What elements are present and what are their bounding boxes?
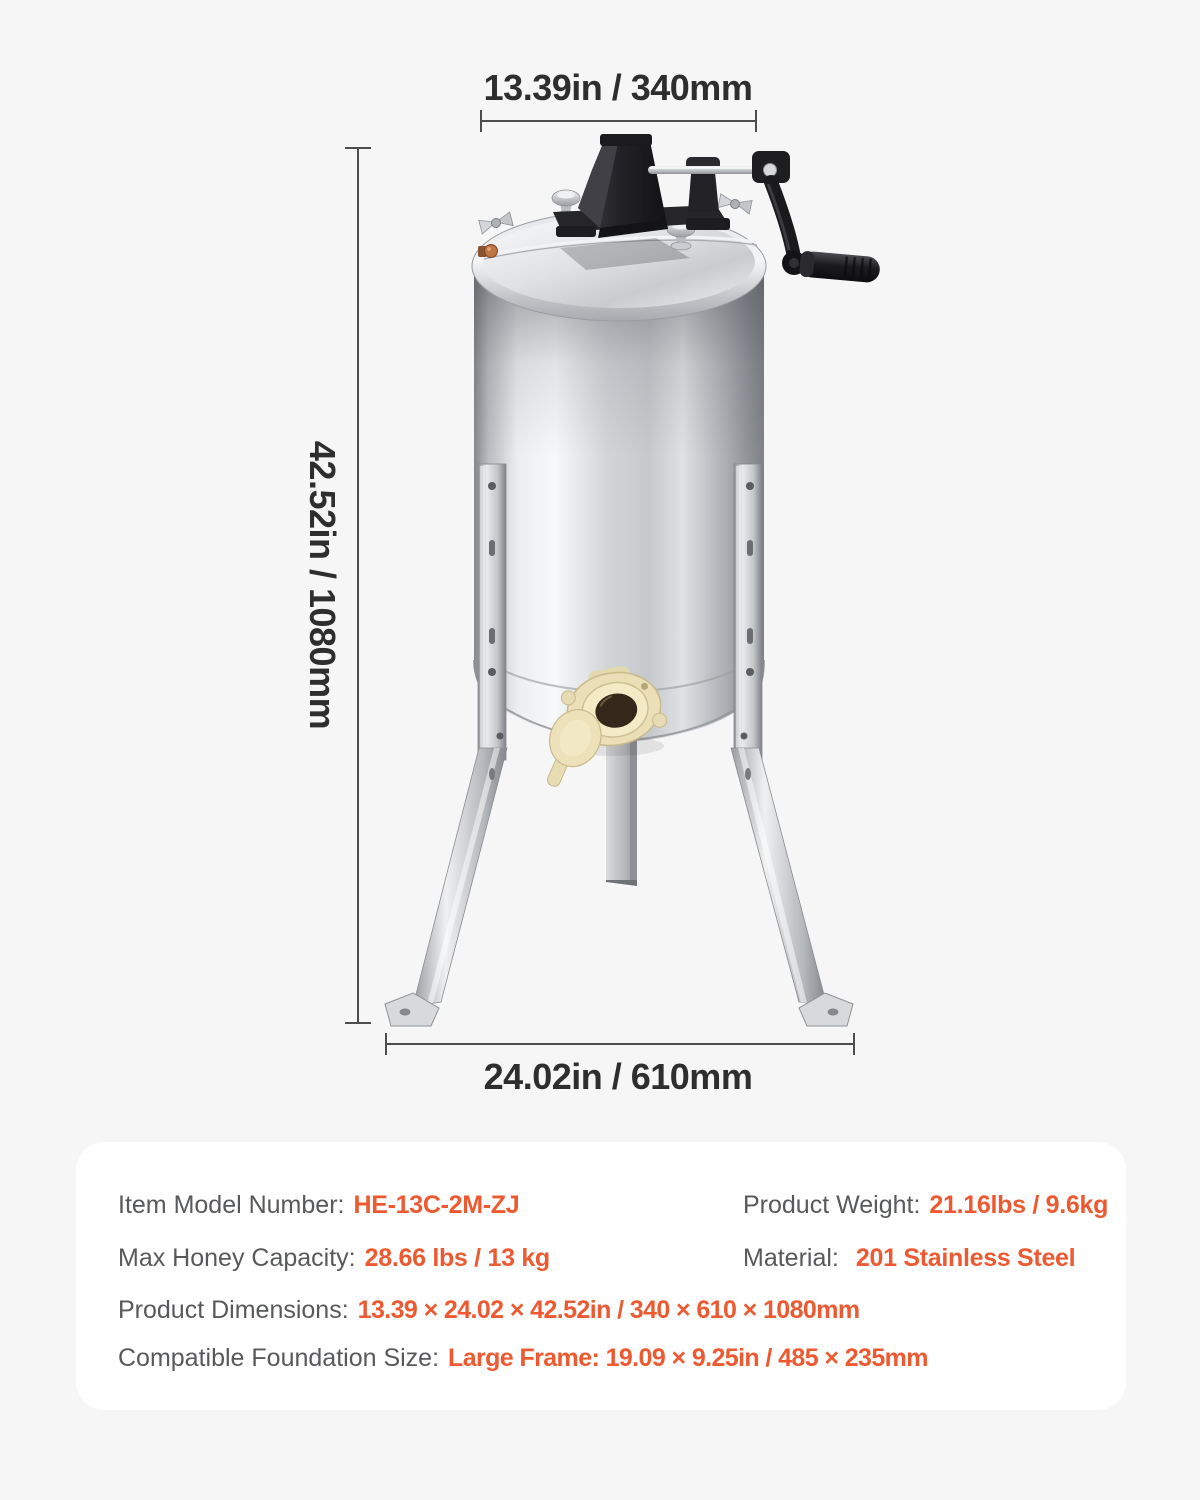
dimension-width-label: 13.39in / 340mm — [483, 67, 753, 108]
leg-bracket-left — [478, 464, 506, 760]
spec-value: 21.16lbs / 9.6kg — [929, 1191, 1109, 1219]
spec-label: Max Honey Capacity: — [118, 1244, 356, 1272]
spec-card — [76, 1142, 1126, 1410]
spec-value: 28.66 lbs / 13 kg — [364, 1244, 550, 1272]
dimension-line-bottom — [386, 1033, 854, 1055]
spec-item-model — [118, 1188, 519, 1222]
shaft-bearing — [686, 157, 720, 212]
spec-label: Product Dimensions: — [118, 1296, 349, 1324]
spec-value: 13.39 × 24.02 × 42.52in / 340 × 610 × 1080mm — [357, 1296, 860, 1324]
dimension-base-label: 24.02in / 610mm — [483, 1056, 753, 1097]
spec-label: Compatible Foundation Size: — [118, 1344, 440, 1372]
spec-material — [743, 1241, 1075, 1275]
honey-extractor — [385, 134, 881, 1026]
drain-bolt — [478, 245, 498, 258]
spec-label: Item Model Number: — [118, 1191, 345, 1219]
dimension-line-top — [481, 110, 756, 132]
spec-max-capacity — [118, 1241, 550, 1275]
spec-value: Large Frame: 19.09 × 9.25in / 485 × 235mm — [448, 1344, 928, 1372]
leg-bracket-right — [734, 464, 762, 760]
spec-label: Product Weight: — [743, 1191, 921, 1219]
spec-value: HE-13C-2M-ZJ — [353, 1191, 520, 1219]
wing-nut-right — [718, 194, 752, 214]
dimension-line-left — [345, 148, 371, 1023]
leg-left — [385, 748, 507, 1026]
dimension-height-label: 42.52in / 1080mm — [302, 440, 343, 730]
spec-product-weight — [743, 1188, 1108, 1222]
spec-foundation-size — [118, 1341, 928, 1375]
crank-handle-grip — [799, 251, 881, 284]
leg-center — [606, 736, 637, 886]
leg-right — [731, 748, 853, 1026]
spec-product-dimensions — [118, 1293, 859, 1327]
spec-value: 201 Stainless Steel — [855, 1244, 1076, 1272]
spec-label: Material: — [743, 1244, 839, 1272]
